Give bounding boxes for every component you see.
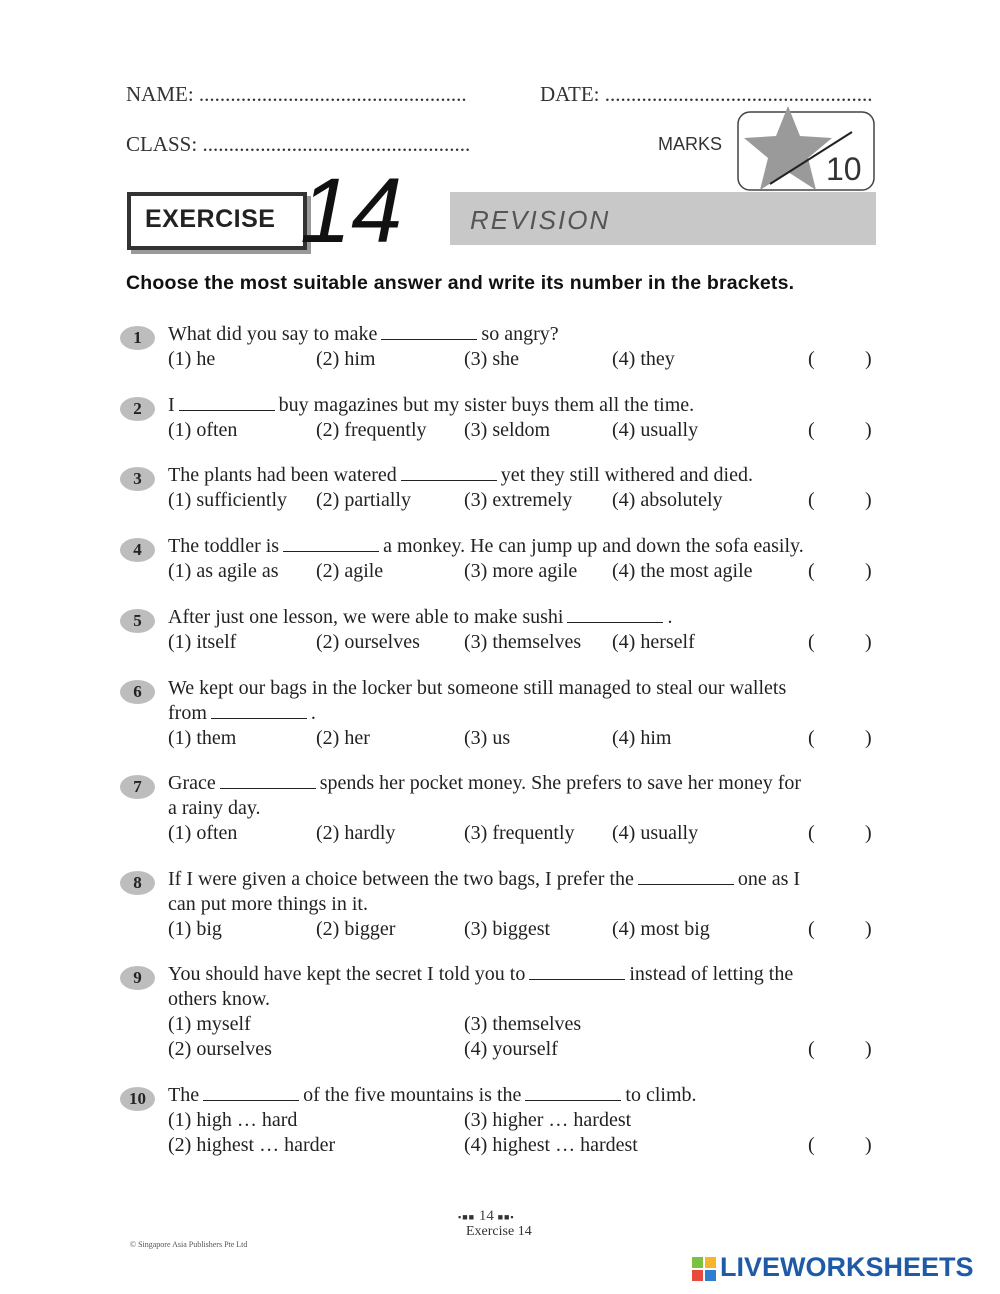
option: (4) usually — [612, 822, 699, 844]
option: (4) absolutely — [612, 489, 723, 511]
question-text: If I were given a choice between the two bags, I prefer the one as I — [168, 868, 801, 890]
answer-blank[interactable] — [203, 1086, 299, 1101]
answer-blank[interactable] — [179, 396, 275, 411]
option: (1) myself — [168, 1013, 251, 1035]
option: (3) themselves — [464, 1013, 582, 1035]
date-field[interactable]: DATE: ................................................... — [540, 82, 873, 106]
bracket-open: ( — [808, 1038, 815, 1060]
option: (4) they — [612, 348, 675, 370]
question-text: You should have kept the secret I told you to instead of letting the — [168, 963, 794, 985]
option: (1) often — [168, 419, 238, 441]
option: (4) yourself — [464, 1038, 558, 1060]
marks-label: MARKS — [658, 134, 723, 154]
marks-box — [728, 104, 880, 194]
answer-input[interactable] — [822, 347, 862, 371]
copyright: © Singapore Asia Publishers Pte Ltd — [130, 1240, 248, 1249]
option: (1) them — [168, 727, 237, 749]
question-number: 5 — [120, 609, 155, 633]
bracket-open: ( — [808, 631, 815, 653]
bracket-open: ( — [808, 822, 815, 844]
question-text-cont: can put more things in it. — [168, 893, 368, 915]
option: (4) him — [612, 727, 672, 749]
question-text-cont: a rainy day. — [168, 797, 261, 819]
marks-total: 10 — [826, 151, 862, 187]
option: (1) high … hard — [168, 1109, 298, 1131]
option: (2) her — [316, 727, 370, 749]
bracket-close: ) — [865, 489, 872, 511]
bracket-open: ( — [808, 727, 815, 749]
answer-input[interactable] — [822, 488, 862, 512]
option: (2) ourselves — [316, 631, 420, 653]
question-text: The plants had been watered yet they still withered and died. — [168, 464, 753, 486]
answer-input[interactable] — [822, 559, 862, 583]
option: (1) big — [168, 918, 222, 940]
bracket-close: ) — [865, 348, 872, 370]
bracket-close: ) — [865, 727, 872, 749]
question-number: 9 — [120, 966, 155, 990]
answer-blank[interactable] — [211, 704, 307, 719]
question-text: What did you say to make so angry? — [168, 323, 559, 345]
option: (4) usually — [612, 419, 699, 441]
option: (3) us — [464, 727, 511, 749]
bracket-close: ) — [865, 419, 872, 441]
option: (3) extremely — [464, 489, 573, 511]
bracket-open: ( — [808, 419, 815, 441]
option: (2) bigger — [316, 918, 396, 940]
bracket-close: ) — [865, 918, 872, 940]
option: (1) he — [168, 348, 216, 370]
option: (1) itself — [168, 631, 237, 653]
option: (2) him — [316, 348, 376, 370]
question-number: 1 — [120, 326, 155, 350]
question-number: 4 — [120, 538, 155, 562]
option: (3) seldom — [464, 419, 551, 441]
answer-input[interactable] — [822, 917, 862, 941]
bracket-open: ( — [808, 348, 815, 370]
bracket-close: ) — [865, 822, 872, 844]
question-text-cont: from . — [168, 702, 316, 724]
answer-blank[interactable] — [381, 325, 477, 340]
answer-blank[interactable] — [567, 608, 663, 623]
exercise-label: EXERCISE — [145, 205, 276, 233]
question-number: 8 — [120, 871, 155, 895]
class-field[interactable]: CLASS: ................................................... — [126, 132, 471, 156]
section-title: REVISION — [470, 205, 611, 235]
option: (3) higher … hardest — [464, 1109, 632, 1131]
question-number: 2 — [120, 397, 155, 421]
liveworksheets-logo-icon — [692, 1257, 716, 1281]
answer-blank[interactable] — [525, 1086, 621, 1101]
option: (2) frequently — [316, 419, 427, 441]
question-text: I buy magazines but my sister buys them all the time. — [168, 394, 695, 416]
answer-input[interactable] — [822, 821, 862, 845]
bracket-open: ( — [808, 918, 815, 940]
question-text: Grace spends her pocket money. She prefers to save her money for — [168, 772, 802, 794]
option: (3) themselves — [464, 631, 582, 653]
instruction: Choose the most suitable answer and write its number in the brackets. — [126, 272, 795, 294]
star-icon — [744, 106, 832, 190]
bracket-open: ( — [808, 1134, 815, 1156]
option: (4) the most agile — [612, 560, 753, 582]
question-text: The toddler is a monkey. He can jump up and down the sofa easily. — [168, 535, 804, 557]
answer-blank[interactable] — [220, 774, 316, 789]
brand-name[interactable]: LIVEWORKSHEETS — [720, 1252, 974, 1282]
option: (3) she — [464, 348, 519, 370]
answer-input[interactable] — [822, 1133, 862, 1157]
option: (1) often — [168, 822, 238, 844]
answer-blank[interactable] — [638, 870, 734, 885]
answer-blank[interactable] — [401, 466, 497, 481]
question-number: 7 — [120, 775, 155, 799]
option: (4) highest … hardest — [464, 1134, 638, 1156]
bracket-close: ) — [865, 631, 872, 653]
dots-icon: ■■▪ — [497, 1212, 515, 1222]
bracket-close: ) — [865, 560, 872, 582]
option: (2) ourselves — [168, 1038, 272, 1060]
answer-input[interactable] — [822, 418, 862, 442]
option: (1) as agile as — [168, 560, 279, 582]
page-label: Exercise 14 — [466, 1224, 532, 1239]
option: (3) more agile — [464, 560, 578, 582]
option: (3) biggest — [464, 918, 551, 940]
page-number: ▪■■ 14 ■■▪ — [458, 1208, 515, 1224]
option: (2) partially — [316, 489, 411, 511]
bracket-close: ) — [865, 1038, 872, 1060]
bracket-close: ) — [865, 1134, 872, 1156]
option: (4) herself — [612, 631, 695, 653]
exercise-box — [127, 192, 307, 250]
question-text-cont: others know. — [168, 988, 271, 1010]
bracket-open: ( — [808, 489, 815, 511]
option: (4) most big — [612, 918, 710, 940]
question-text: After just one lesson, we were able to make sushi . — [168, 606, 673, 628]
exercise-number: 14 — [300, 160, 403, 262]
answer-input[interactable] — [822, 726, 862, 750]
question-number: 10 — [120, 1087, 155, 1111]
section-title-bar — [450, 192, 876, 245]
question-number: 6 — [120, 680, 155, 704]
name-field[interactable]: NAME: ................................................... — [126, 82, 467, 106]
answer-blank[interactable] — [529, 965, 625, 980]
option: (2) highest … harder — [168, 1134, 336, 1156]
option: (1) sufficiently — [168, 489, 288, 511]
option: (3) frequently — [464, 822, 575, 844]
option: (2) agile — [316, 560, 384, 582]
question-number: 3 — [120, 467, 155, 491]
question-text: We kept our bags in the locker but someone still managed to steal our wallets — [168, 677, 787, 699]
bracket-open: ( — [808, 560, 815, 582]
answer-input[interactable] — [822, 1037, 862, 1061]
option: (2) hardly — [316, 822, 396, 844]
question-text: The of the five mountains is the to climb. — [168, 1084, 697, 1106]
dots-icon: ▪■■ — [458, 1212, 476, 1222]
answer-blank[interactable] — [283, 537, 379, 552]
answer-input[interactable] — [822, 630, 862, 654]
